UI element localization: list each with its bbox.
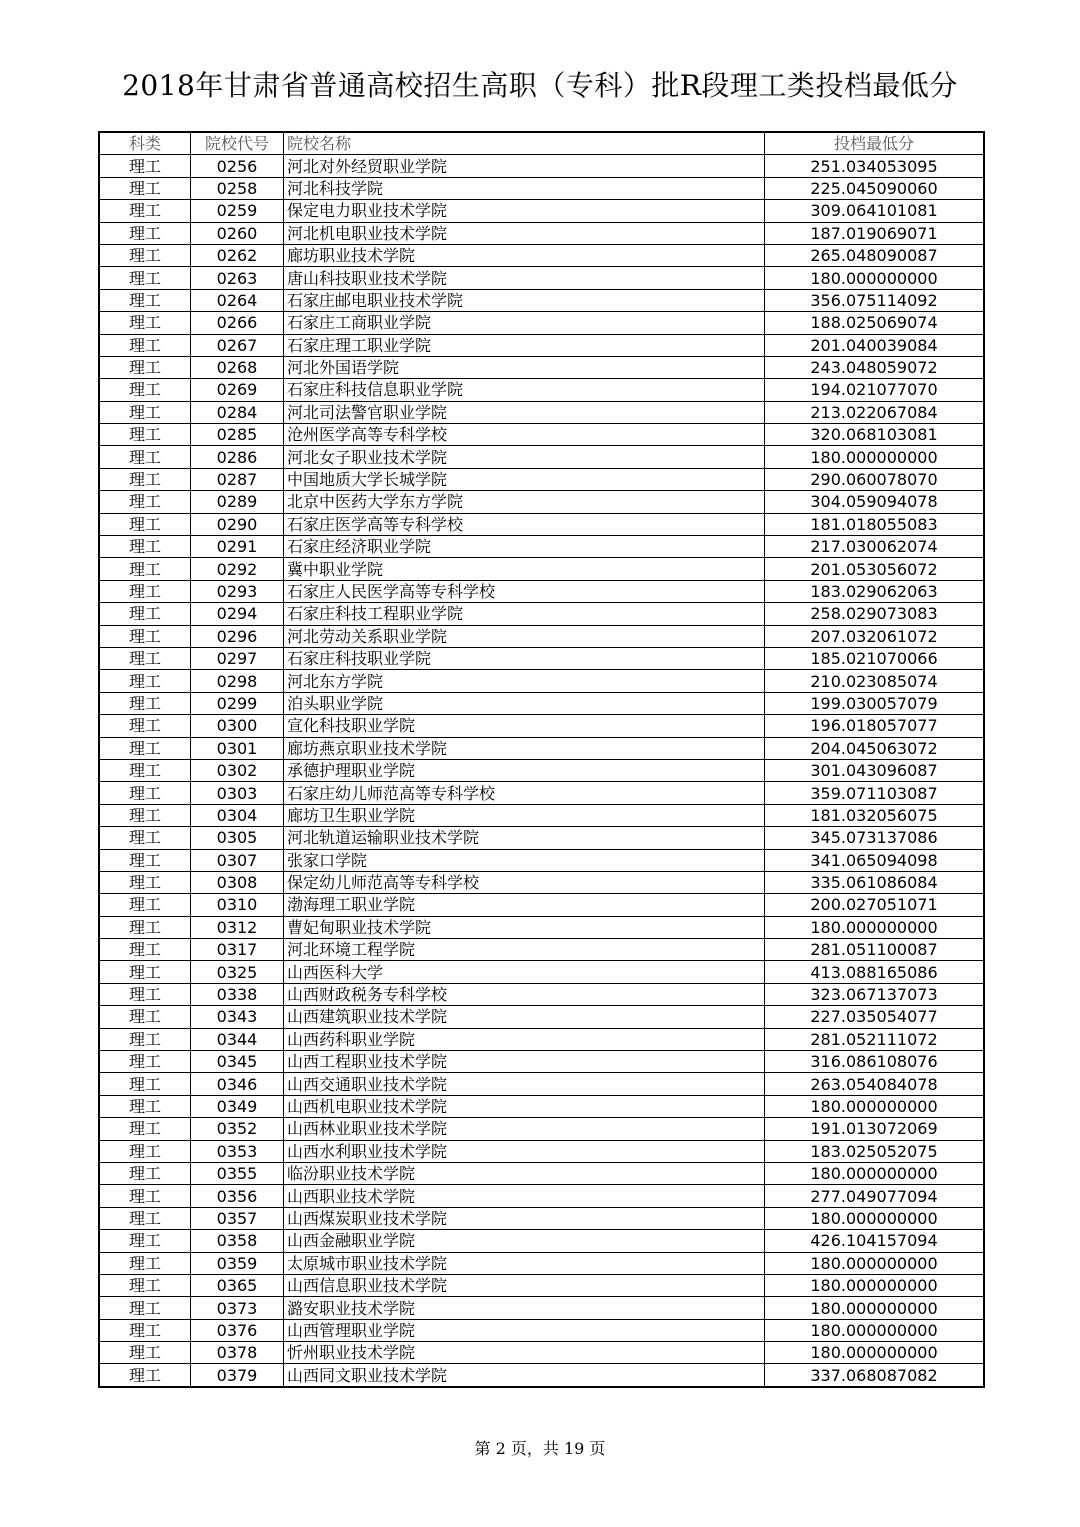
table-row <box>99 983 984 1005</box>
table-row <box>99 1006 984 1028</box>
cell-min-score: 204.045063072 <box>765 737 985 759</box>
cell-school-name: 临汾职业技术学院 <box>284 1162 765 1184</box>
cell-school-code: 0305 <box>191 827 284 849</box>
cell-min-score: 180.000000000 <box>765 1342 985 1364</box>
cell-school-code: 0325 <box>191 961 284 983</box>
cell-school-name: 忻州职业技术学院 <box>284 1342 765 1364</box>
cell-school-code: 0262 <box>191 244 284 266</box>
cell-min-score: 183.029062063 <box>765 580 985 602</box>
cell-school-name: 石家庄邮电职业技术学院 <box>284 289 765 311</box>
cell-category: 理工 <box>99 1342 191 1364</box>
cell-min-score: 180.000000000 <box>765 1274 985 1296</box>
cell-min-score: 265.048090087 <box>765 244 985 266</box>
cell-min-score: 210.023085074 <box>765 670 985 692</box>
cell-category: 理工 <box>99 916 191 938</box>
cell-school-code: 0376 <box>191 1319 284 1341</box>
table-row <box>99 155 984 177</box>
cell-school-code: 0266 <box>191 312 284 334</box>
table-row <box>99 692 984 714</box>
cell-category: 理工 <box>99 1140 191 1162</box>
cell-school-code: 0352 <box>191 1118 284 1140</box>
cell-school-code: 0379 <box>191 1364 284 1387</box>
cell-min-score: 316.086108076 <box>765 1051 985 1073</box>
cell-category: 理工 <box>99 155 191 177</box>
cell-min-score: 290.060078070 <box>765 468 985 490</box>
cell-min-score: 323.067137073 <box>765 983 985 1005</box>
cell-school-code: 0256 <box>191 155 284 177</box>
cell-school-code: 0304 <box>191 804 284 826</box>
cell-school-code: 0293 <box>191 580 284 602</box>
cell-school-code: 0294 <box>191 603 284 625</box>
cell-school-name: 廊坊卫生职业学院 <box>284 804 765 826</box>
table-row <box>99 1364 984 1387</box>
cell-school-name: 石家庄理工职业学院 <box>284 334 765 356</box>
cell-min-score: 341.065094098 <box>765 849 985 871</box>
cell-school-name: 河北环境工程学院 <box>284 939 765 961</box>
cell-min-score: 426.104157094 <box>765 1230 985 1252</box>
cell-school-code: 0312 <box>191 916 284 938</box>
table-row <box>99 536 984 558</box>
cell-category: 理工 <box>99 1230 191 1252</box>
cell-min-score: 180.000000000 <box>765 1095 985 1117</box>
cell-school-name: 山西职业技术学院 <box>284 1185 765 1207</box>
table-row <box>99 401 984 423</box>
cell-school-name: 山西林业职业技术学院 <box>284 1118 765 1140</box>
table-row <box>99 603 984 625</box>
table-row <box>99 827 984 849</box>
cell-school-code: 0298 <box>191 670 284 692</box>
table-row <box>99 244 984 266</box>
table-row <box>99 1252 984 1274</box>
cell-category: 理工 <box>99 961 191 983</box>
cell-school-code: 0264 <box>191 289 284 311</box>
cell-school-code: 0345 <box>191 1051 284 1073</box>
cell-school-code: 0365 <box>191 1274 284 1296</box>
table-row <box>99 647 984 669</box>
table-row <box>99 759 984 781</box>
cell-school-name: 石家庄幼儿师范高等专科学校 <box>284 782 765 804</box>
cell-school-name: 张家口学院 <box>284 849 765 871</box>
cell-category: 理工 <box>99 1185 191 1207</box>
cell-category: 理工 <box>99 939 191 961</box>
cell-school-name: 山西建筑职业技术学院 <box>284 1006 765 1028</box>
table-row <box>99 1162 984 1184</box>
cell-min-score: 181.032056075 <box>765 804 985 826</box>
cell-min-score: 185.021070066 <box>765 647 985 669</box>
cell-category: 理工 <box>99 1028 191 1050</box>
cell-school-name: 石家庄经济职业学院 <box>284 536 765 558</box>
table-row <box>99 670 984 692</box>
cell-category: 理工 <box>99 289 191 311</box>
cell-min-score: 243.048059072 <box>765 356 985 378</box>
table-row <box>99 289 984 311</box>
cell-min-score: 199.030057079 <box>765 692 985 714</box>
cell-category: 理工 <box>99 446 191 468</box>
table-row <box>99 424 984 446</box>
cell-school-name: 山西机电职业技术学院 <box>284 1095 765 1117</box>
cell-school-name: 廊坊职业技术学院 <box>284 244 765 266</box>
cell-school-code: 0299 <box>191 692 284 714</box>
cell-school-code: 0307 <box>191 849 284 871</box>
cell-school-code: 0343 <box>191 1006 284 1028</box>
cell-school-name: 泊头职业学院 <box>284 692 765 714</box>
table-row <box>99 939 984 961</box>
table-row <box>99 782 984 804</box>
cell-school-name: 河北东方学院 <box>284 670 765 692</box>
cell-school-code: 0285 <box>191 424 284 446</box>
cell-school-code: 0287 <box>191 468 284 490</box>
table-row <box>99 334 984 356</box>
cell-school-code: 0292 <box>191 558 284 580</box>
cell-school-code: 0355 <box>191 1162 284 1184</box>
cell-school-name: 山西同文职业技术学院 <box>284 1364 765 1387</box>
cell-category: 理工 <box>99 1297 191 1319</box>
cell-school-name: 山西财政税务专科学校 <box>284 983 765 1005</box>
cell-school-name: 石家庄科技工程职业学院 <box>284 603 765 625</box>
cell-category: 理工 <box>99 356 191 378</box>
cell-category: 理工 <box>99 1162 191 1184</box>
cell-category: 理工 <box>99 580 191 602</box>
admission-score-table <box>98 131 985 1388</box>
cell-category: 理工 <box>99 692 191 714</box>
cell-school-code: 0259 <box>191 200 284 222</box>
table-row <box>99 1297 984 1319</box>
cell-category: 理工 <box>99 1252 191 1274</box>
page-number: 第 2 页，共 19 页 <box>474 1439 606 1458</box>
cell-min-score: 213.022067084 <box>765 401 985 423</box>
cell-school-name: 山西交通职业技术学院 <box>284 1073 765 1095</box>
cell-min-score: 258.029073083 <box>765 603 985 625</box>
cell-category: 理工 <box>99 1095 191 1117</box>
cell-category: 理工 <box>99 827 191 849</box>
cell-category: 理工 <box>99 177 191 199</box>
cell-category: 理工 <box>99 983 191 1005</box>
cell-category: 理工 <box>99 1364 191 1387</box>
cell-min-score: 277.049077094 <box>765 1185 985 1207</box>
cell-school-name: 太原城市职业技术学院 <box>284 1252 765 1274</box>
cell-category: 理工 <box>99 558 191 580</box>
cell-school-code: 0301 <box>191 737 284 759</box>
cell-min-score: 413.088165086 <box>765 961 985 983</box>
cell-school-name: 河北劳动关系职业学院 <box>284 625 765 647</box>
cell-school-name: 承德护理职业学院 <box>284 759 765 781</box>
cell-school-name: 河北对外经贸职业学院 <box>284 155 765 177</box>
cell-school-code: 0290 <box>191 513 284 535</box>
table-row <box>99 200 984 222</box>
table-row <box>99 222 984 244</box>
cell-school-name: 冀中职业学院 <box>284 558 765 580</box>
cell-school-code: 0378 <box>191 1342 284 1364</box>
cell-category: 理工 <box>99 759 191 781</box>
cell-school-name: 山西管理职业学院 <box>284 1319 765 1341</box>
cell-school-code: 0302 <box>191 759 284 781</box>
cell-min-score: 335.061086084 <box>765 871 985 893</box>
cell-min-score: 194.021077070 <box>765 379 985 401</box>
cell-min-score: 188.025069074 <box>765 312 985 334</box>
cell-min-score: 281.051100087 <box>765 939 985 961</box>
cell-school-name: 石家庄工商职业学院 <box>284 312 765 334</box>
page-title: 2018年甘肃省普通高校招生高职（专科）批R段理工类投档最低分 <box>122 69 958 102</box>
cell-category: 理工 <box>99 1006 191 1028</box>
cell-min-score: 196.018057077 <box>765 715 985 737</box>
cell-min-score: 201.040039084 <box>765 334 985 356</box>
cell-min-score: 207.032061072 <box>765 625 985 647</box>
cell-school-code: 0303 <box>191 782 284 804</box>
cell-min-score: 225.045090060 <box>765 177 985 199</box>
cell-category: 理工 <box>99 536 191 558</box>
table-row <box>99 1051 984 1073</box>
cell-category: 理工 <box>99 401 191 423</box>
table-row <box>99 849 984 871</box>
cell-category: 理工 <box>99 267 191 289</box>
cell-category: 理工 <box>99 379 191 401</box>
cell-min-score: 309.064101081 <box>765 200 985 222</box>
cell-school-name: 河北司法警官职业学院 <box>284 401 765 423</box>
cell-school-name: 石家庄科技信息职业学院 <box>284 379 765 401</box>
cell-school-name: 北京中医药大学东方学院 <box>284 491 765 513</box>
cell-school-code: 0260 <box>191 222 284 244</box>
table-row <box>99 1274 984 1296</box>
cell-category: 理工 <box>99 222 191 244</box>
cell-school-code: 0263 <box>191 267 284 289</box>
cell-school-name: 山西煤炭职业技术学院 <box>284 1207 765 1229</box>
cell-school-code: 0296 <box>191 625 284 647</box>
table-row <box>99 916 984 938</box>
cell-school-name: 唐山科技职业技术学院 <box>284 267 765 289</box>
cell-school-code: 0338 <box>191 983 284 1005</box>
cell-school-code: 0310 <box>191 894 284 916</box>
table-header-row <box>99 132 984 155</box>
cell-school-name: 山西医科大学 <box>284 961 765 983</box>
table-row <box>99 1073 984 1095</box>
cell-category: 理工 <box>99 647 191 669</box>
cell-category: 理工 <box>99 1319 191 1341</box>
table-row <box>99 312 984 334</box>
table-row <box>99 961 984 983</box>
cell-category: 理工 <box>99 244 191 266</box>
cell-school-code: 0358 <box>191 1230 284 1252</box>
table-row <box>99 1028 984 1050</box>
cell-school-name: 山西水利职业技术学院 <box>284 1140 765 1162</box>
table-row <box>99 1140 984 1162</box>
cell-school-name: 石家庄医学高等专科学校 <box>284 513 765 535</box>
table-row <box>99 871 984 893</box>
table-row <box>99 580 984 602</box>
cell-school-name: 保定幼儿师范高等专科学校 <box>284 871 765 893</box>
cell-min-score: 304.059094078 <box>765 491 985 513</box>
cell-min-score: 217.030062074 <box>765 536 985 558</box>
cell-school-name: 宣化科技职业学院 <box>284 715 765 737</box>
table-row <box>99 737 984 759</box>
cell-category: 理工 <box>99 871 191 893</box>
header-school-code: 院校代号 <box>191 132 284 155</box>
cell-min-score: 180.000000000 <box>765 1319 985 1341</box>
table-row <box>99 356 984 378</box>
cell-min-score: 201.053056072 <box>765 558 985 580</box>
table-row <box>99 1207 984 1229</box>
cell-school-name: 中国地质大学长城学院 <box>284 468 765 490</box>
cell-school-name: 河北女子职业技术学院 <box>284 446 765 468</box>
cell-school-code: 0286 <box>191 446 284 468</box>
cell-school-code: 0357 <box>191 1207 284 1229</box>
cell-min-score: 320.068103081 <box>765 424 985 446</box>
cell-school-name: 河北轨道运输职业技术学院 <box>284 827 765 849</box>
table-row <box>99 1319 984 1341</box>
cell-category: 理工 <box>99 468 191 490</box>
table-row <box>99 267 984 289</box>
cell-category: 理工 <box>99 603 191 625</box>
cell-school-code: 0349 <box>191 1095 284 1117</box>
cell-category: 理工 <box>99 491 191 513</box>
cell-school-code: 0269 <box>191 379 284 401</box>
cell-school-code: 0258 <box>191 177 284 199</box>
table-row <box>99 715 984 737</box>
cell-school-name: 廊坊燕京职业技术学院 <box>284 737 765 759</box>
cell-min-score: 301.043096087 <box>765 759 985 781</box>
cell-school-code: 0344 <box>191 1028 284 1050</box>
cell-min-score: 345.073137086 <box>765 827 985 849</box>
table-row <box>99 491 984 513</box>
cell-category: 理工 <box>99 424 191 446</box>
cell-min-score: 181.018055083 <box>765 513 985 535</box>
cell-school-code: 0268 <box>191 356 284 378</box>
cell-school-name: 石家庄人民医学高等专科学校 <box>284 580 765 602</box>
cell-category: 理工 <box>99 1118 191 1140</box>
table-row <box>99 513 984 535</box>
table-row <box>99 468 984 490</box>
table-row <box>99 625 984 647</box>
cell-school-code: 0300 <box>191 715 284 737</box>
cell-school-name: 河北机电职业技术学院 <box>284 222 765 244</box>
cell-min-score: 187.019069071 <box>765 222 985 244</box>
cell-school-code: 0353 <box>191 1140 284 1162</box>
cell-category: 理工 <box>99 782 191 804</box>
cell-min-score: 337.068087082 <box>765 1364 985 1387</box>
table-row <box>99 1118 984 1140</box>
cell-min-score: 180.000000000 <box>765 1207 985 1229</box>
cell-school-name: 曹妃甸职业技术学院 <box>284 916 765 938</box>
cell-min-score: 356.075114092 <box>765 289 985 311</box>
cell-min-score: 180.000000000 <box>765 446 985 468</box>
cell-min-score: 191.013072069 <box>765 1118 985 1140</box>
cell-min-score: 180.000000000 <box>765 916 985 938</box>
table-row <box>99 558 984 580</box>
cell-school-name: 山西药科职业学院 <box>284 1028 765 1050</box>
cell-category: 理工 <box>99 670 191 692</box>
cell-min-score: 180.000000000 <box>765 267 985 289</box>
cell-category: 理工 <box>99 1051 191 1073</box>
table-row <box>99 446 984 468</box>
cell-school-code: 0346 <box>191 1073 284 1095</box>
cell-school-code: 0359 <box>191 1252 284 1274</box>
cell-min-score: 200.027051071 <box>765 894 985 916</box>
cell-school-name: 河北科技学院 <box>284 177 765 199</box>
cell-school-code: 0308 <box>191 871 284 893</box>
cell-category: 理工 <box>99 1073 191 1095</box>
cell-min-score: 263.054084078 <box>765 1073 985 1095</box>
cell-min-score: 180.000000000 <box>765 1252 985 1274</box>
cell-school-code: 0373 <box>191 1297 284 1319</box>
cell-category: 理工 <box>99 737 191 759</box>
cell-min-score: 359.071103087 <box>765 782 985 804</box>
header-min-score: 投档最低分 <box>765 132 985 155</box>
cell-school-code: 0317 <box>191 939 284 961</box>
table-row <box>99 1342 984 1364</box>
cell-min-score: 251.034053095 <box>765 155 985 177</box>
cell-school-name: 山西金融职业学院 <box>284 1230 765 1252</box>
cell-category: 理工 <box>99 1207 191 1229</box>
cell-category: 理工 <box>99 894 191 916</box>
header-category: 科类 <box>99 132 191 155</box>
cell-category: 理工 <box>99 1274 191 1296</box>
cell-school-name: 潞安职业技术学院 <box>284 1297 765 1319</box>
cell-category: 理工 <box>99 200 191 222</box>
cell-school-code: 0284 <box>191 401 284 423</box>
cell-category: 理工 <box>99 334 191 356</box>
cell-school-name: 保定电力职业技术学院 <box>284 200 765 222</box>
cell-category: 理工 <box>99 804 191 826</box>
cell-category: 理工 <box>99 849 191 871</box>
table-row <box>99 894 984 916</box>
cell-school-code: 0356 <box>191 1185 284 1207</box>
table-row <box>99 804 984 826</box>
table-row <box>99 1185 984 1207</box>
cell-category: 理工 <box>99 625 191 647</box>
header-school-name: 院校名称 <box>284 132 765 155</box>
cell-school-code: 0289 <box>191 491 284 513</box>
table-row <box>99 379 984 401</box>
cell-min-score: 180.000000000 <box>765 1297 985 1319</box>
cell-category: 理工 <box>99 715 191 737</box>
cell-school-name: 河北外国语学院 <box>284 356 765 378</box>
cell-min-score: 227.035054077 <box>765 1006 985 1028</box>
cell-school-name: 沧州医学高等专科学校 <box>284 424 765 446</box>
cell-category: 理工 <box>99 312 191 334</box>
table-row <box>99 1230 984 1252</box>
table-row <box>99 177 984 199</box>
cell-school-name: 石家庄科技职业学院 <box>284 647 765 669</box>
cell-school-name: 渤海理工职业学院 <box>284 894 765 916</box>
table-body <box>99 155 984 1387</box>
cell-school-name: 山西信息职业技术学院 <box>284 1274 765 1296</box>
cell-school-code: 0291 <box>191 536 284 558</box>
cell-school-name: 山西工程职业技术学院 <box>284 1051 765 1073</box>
cell-min-score: 281.052111072 <box>765 1028 985 1050</box>
table-row <box>99 1095 984 1117</box>
cell-min-score: 180.000000000 <box>765 1162 985 1184</box>
cell-school-code: 0297 <box>191 647 284 669</box>
cell-school-code: 0267 <box>191 334 284 356</box>
cell-category: 理工 <box>99 513 191 535</box>
cell-min-score: 183.025052075 <box>765 1140 985 1162</box>
